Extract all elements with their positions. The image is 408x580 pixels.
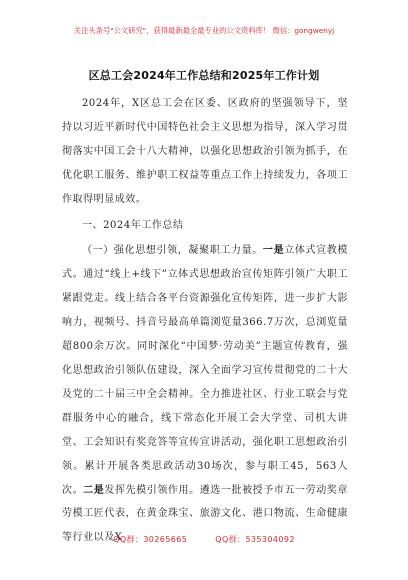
intro-paragraph: 2024年，X区总工会在区委、区政府的坚强领导下，坚持以习近平新时代中国特色社会主义思想为指导，深入学习贯彻落实中国工会十八大精神，以强化思想政治引领为抓手，在优化职工服务、维护职工权益等重点工作上持续发力，各项工作取得明显成效。 (62, 98, 348, 205)
footer-contact (0, 534, 408, 545)
document-body (62, 92, 348, 550)
document-title: 区总工会2024年工作总结和2025年工作计划 (88, 69, 320, 82)
qq-group-2: QQ群：535304092 (215, 535, 295, 544)
header-banner: 关注头条号"公文研究"，获得最新最全最专业的公文资料库！ 微信：gongwenyj (73, 26, 335, 35)
subsection-paragraph (62, 239, 348, 550)
point-marker-2: 二是 (83, 484, 105, 496)
point-text-1: 立体式宣教模式。通过“线上+线下”立体式思想政治宣传矩阵引领广大职工紧跟党走。线上结合各平台资源强化宣传矩阵，进一步扩大影响力，视频号、抖音号最高单篇浏览量366.7万次，总浏览量超800余万次。同时深化“中国梦·劳动美”主题宣传教育，强化思想政治引领队伍建设，深入全面学习宣传贯彻党的二十大及党的二十届三中全会精神。全力推进社区、行业工联会与党群服务中心的融合，线下常态化开展工会大学堂、司机大讲堂、工会知识有奖竞答等宣传宣讲活动，强化职工思想政治引领。累计开展各类思政活动30场次，参与职工45，563人次。 (62, 245, 348, 496)
point-marker-1: 一是 (262, 245, 285, 257)
qq-group-1: QQ群：30265665 (113, 535, 188, 544)
point-text-2: 发挥先模引领作用。遴选一批被授予市五一劳动奖章劳模工匠代表，在黄金珠宝、旅游文化、港口物流、生命健康等行业以及X (62, 484, 348, 544)
section-heading: 一、2024年工作总结 (82, 219, 184, 231)
subsection-title: （一）强化思想引领，凝聚职工力量。 (82, 245, 263, 257)
